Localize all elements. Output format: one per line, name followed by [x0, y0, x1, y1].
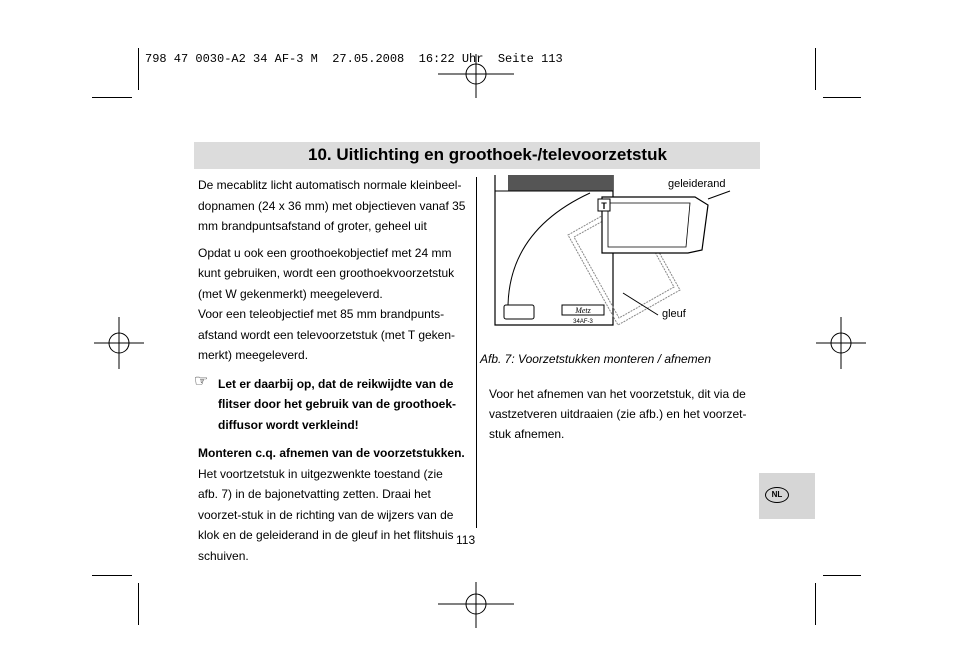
page-number: 113	[456, 533, 476, 547]
figure-caption: Afb. 7: Voorzetstukken monteren / afnemen	[480, 352, 712, 366]
paragraph-mounting: Het voortzetstuk in uitgezwenkte toestand (zie afb. 7) in de bajonetvatting zetten. Draai het voorzet-stuk in de richting van de wijzers van de klok en de geleiderand in de gleuf in het flitshuis schuiven.	[198, 466, 454, 563]
label-slot: gleuf	[662, 308, 686, 320]
column-divider	[476, 177, 477, 528]
registration-mark-left	[92, 313, 146, 373]
registration-mark-right	[814, 313, 868, 373]
left-column	[194, 175, 466, 572]
subheading: Monteren c.q. afnemen van de voorzetstukken.	[198, 446, 465, 460]
note-text: Let er daarbij op, dat de reikwijdte van de flitser door het gebruik van de groothoek-diffusor wordt verkleind!	[218, 376, 457, 432]
paragraph-intro: De mecablitz licht automatisch normale kleinbeel-dopnamen (24 x 36 mm) met objectieven vanaf 35 mm brandpuntsafstand of groter, geheel uit	[198, 178, 466, 233]
paragraph-wide-angle: Opdat u ook een groothoekobjectief met 24 mm kunt gebruiken, wordt een groothoekvoorzetstuk (met W gekenmerkt) meegeleverd.	[198, 245, 455, 301]
language-badge: NL	[765, 487, 789, 503]
note-block	[194, 372, 466, 436]
page-title: 10. Uitlichting en groothoek-/televoorzetstuk	[308, 145, 667, 164]
pointing-hand-icon: ☞	[194, 372, 209, 390]
paragraph-tele: Voor een teleobjectief met 85 mm brandpunts-afstand wordt een televoorzetstuk (met T geken-merkt) meegeleverd.	[198, 307, 456, 362]
model-label: 34AF-3	[573, 319, 593, 325]
paragraph-removal: Voor het afnemen van het voorzetstuk, dit via de vastzetveren uitdraaien (zie afb.) en het voorzet-stuk afnemen.	[489, 387, 747, 441]
brand-mark: Metz	[575, 306, 591, 315]
print-header: 798 47 0030-A2 34 AF-3 M 27.05.2008 16:22 Uhr Seite 113	[145, 52, 563, 66]
flash-illustration	[490, 175, 740, 350]
label-guide-edge: geleiderand	[668, 178, 726, 190]
t-marker: T	[601, 201, 607, 211]
registration-mark-bottom	[436, 578, 516, 630]
